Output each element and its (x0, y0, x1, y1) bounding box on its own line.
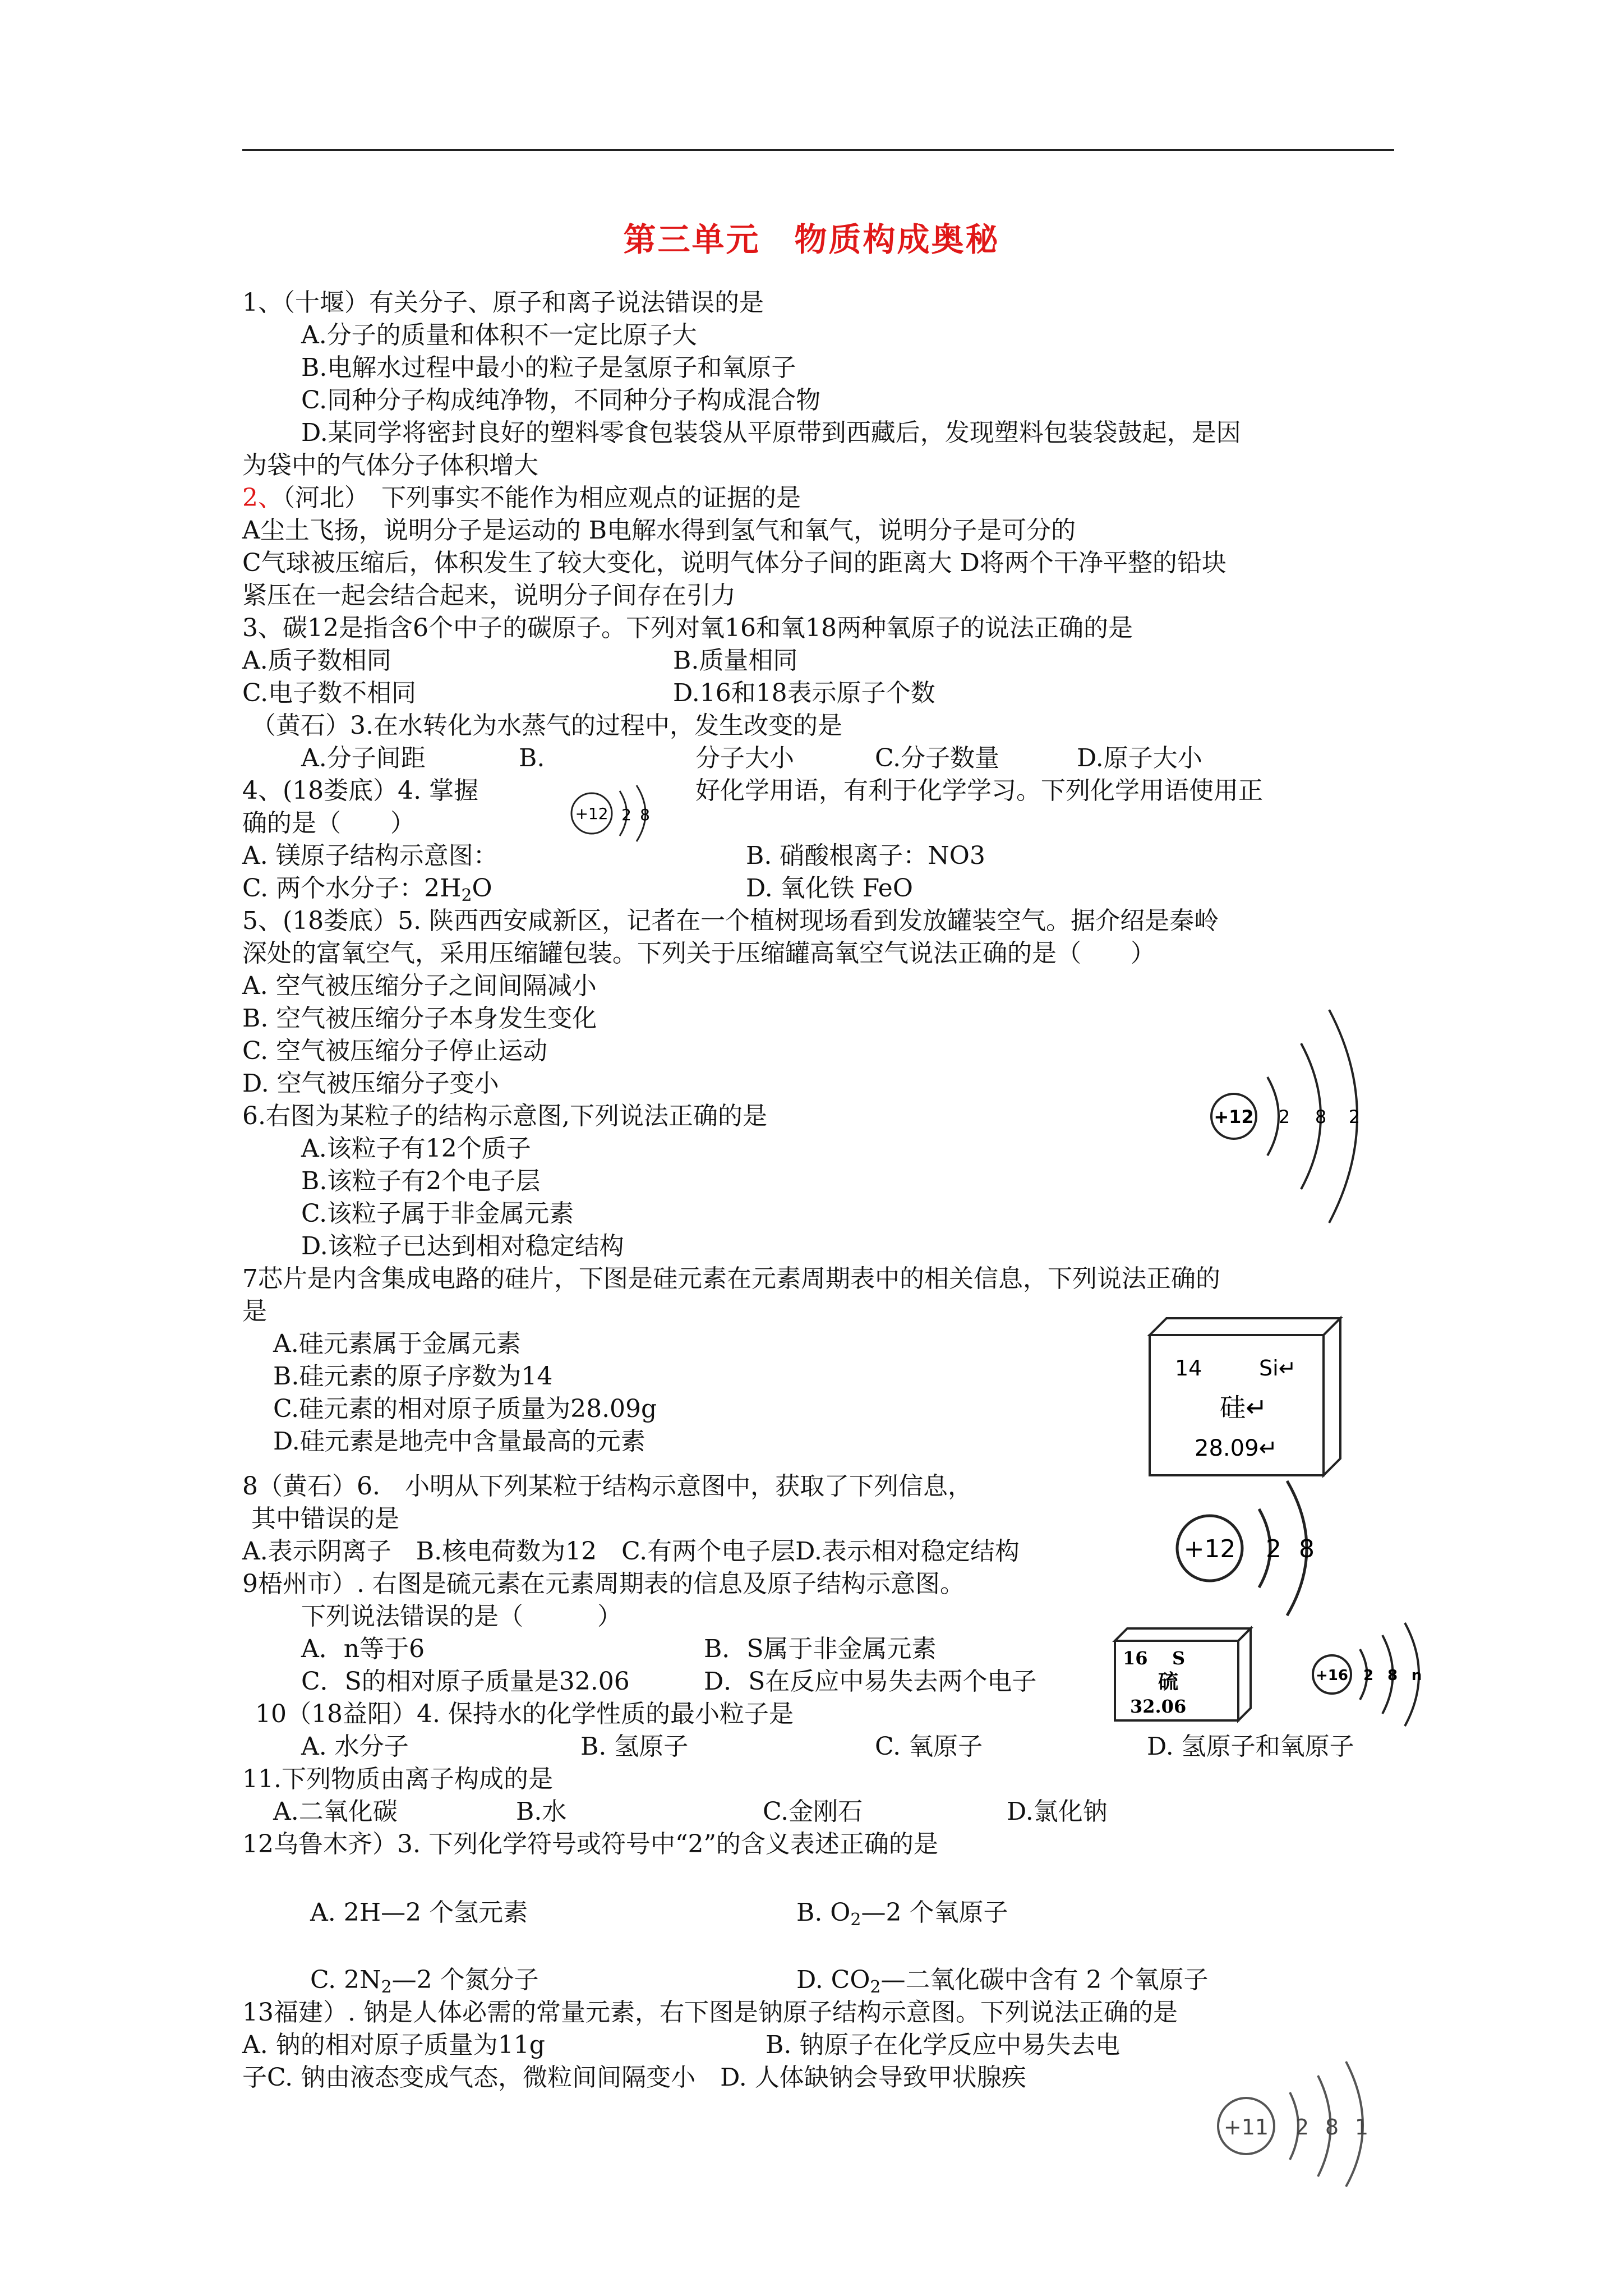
q4-stem-b: 好化学用语，有利于化学学习。下列化学用语使用正 (695, 776, 1263, 805)
q13-shell-count: 8 (1325, 2115, 1339, 2139)
q5-option-d: D. 空气被压缩分子变小 (242, 1069, 499, 1098)
q11-option-a: A.二氧化碳 (273, 1797, 398, 1826)
q6-stem: 6.右图为某粒子的结构示意图,下列说法正确的是 (242, 1102, 767, 1130)
q13-atom-diagram (1211, 2053, 1391, 2188)
q7-element-tile (1144, 1313, 1346, 1481)
q1-option-b: B.电解水过程中最小的粒子是氢原子和氧原子 (301, 353, 796, 382)
q3-option-a: A.质子数相同 (242, 646, 391, 675)
q4-c-pre: C. 两个水分子：2H (242, 874, 462, 903)
q6-nucleus-label: +12 (1214, 1106, 1254, 1128)
q7-line-1: 7芯片是内含集成电路的硅片，下图是硅元素在元素周期表中的相关信息，下列说法正确的 (242, 1264, 1220, 1293)
q6-option-c: C.该粒子属于非金属元素 (301, 1199, 574, 1228)
q12-d-sub: 2 (870, 1977, 881, 1997)
q12-b-pre: B. O (796, 1898, 851, 1927)
q7-tile-top (1150, 1318, 1340, 1335)
q9-tile-number: 16 (1123, 1648, 1148, 1669)
q12-stem: 12乌鲁木齐）3. 下列化学符号或符号中“2”的含义表述正确的是 (242, 1830, 938, 1858)
q9-tile-symbol: S (1172, 1648, 1186, 1669)
q12-c-pre: C. 2N (310, 1966, 381, 1994)
q5-option-c: C. 空气被压缩分子停止运动 (242, 1037, 548, 1065)
q4-nucleus-label: +12 (575, 804, 608, 823)
q1-stem: 1、（十堰）有关分子、原子和离子说法错误的是 (242, 288, 764, 317)
q12-d-pre: D. CO (796, 1966, 870, 1994)
q4-stem-2: 确的是（ ） (242, 809, 415, 838)
q7-tile-side (1324, 1318, 1340, 1475)
q13-line-3: 子C. 钠由液态变成气态，微粒间间隔变小 D. 人体缺钠会导致甲状腺疾 (242, 2063, 1026, 2092)
q13-option-a: A. 钠的相对原子质量为11g (242, 2031, 545, 2059)
q2-stem (242, 481, 801, 515)
q9-shell-count: 8 (1387, 1667, 1398, 1684)
q6-option-d: D.该粒子已达到相对稳定结构 (301, 1232, 624, 1260)
q9-option-c: C．S的相对原子质量是32.06 (301, 1667, 630, 1696)
q4-option-b: B. 硝酸根离子：NO3 (746, 841, 985, 870)
q11-stem: 11.下列物质由离子构成的是 (242, 1765, 553, 1793)
q13-shell-count: 1 (1354, 2115, 1369, 2139)
q12-option-a: A. 2H—2 个氢元素 (310, 1898, 528, 1927)
q6-shell-count: 8 (1315, 1106, 1327, 1128)
q7-option-a: A.硅元素属于金属元素 (273, 1329, 521, 1358)
q12-d-post: —二氧化碳中含有 2 个氧原子 (880, 1966, 1209, 1994)
q1-option-d: D.某同学将密封良好的塑料零食包装袋从平原带到西藏后，发现塑料包装袋鼓起，是因 (301, 418, 1241, 447)
q8-options: A.表示阴离子 B.核电荷数为12 C.有两个电子层D.表示相对稳定结构 (242, 1537, 1020, 1566)
q7-tile-mass: 28.09↵ (1195, 1435, 1278, 1461)
q7-option-b: B.硅元素的原子序数为14 (273, 1362, 553, 1391)
q5-line-2: 深处的富氧空气，采用压缩罐包装。下列关于压缩罐高氧空气说法正确的是（ ） (242, 939, 1155, 968)
q9-option-a: A．n等于6 (301, 1635, 425, 1663)
q6-shell-count: 2 (1278, 1106, 1290, 1128)
q9-shell-count: n (1411, 1667, 1422, 1684)
q8-line-1: 8（黄石）6. 小明从下列某粒于结构示意图中，获取了下列信息， (242, 1472, 972, 1501)
q9-tile-mass: 32.06 (1130, 1696, 1187, 1717)
q6-option-a: A.该粒子有12个质子 (301, 1134, 531, 1163)
q12-c-sub: 2 (381, 1977, 392, 1997)
q7-tile-number: 14 (1175, 1356, 1202, 1381)
q3-sub-option-d: D.原子大小 (1077, 744, 1202, 772)
q6-option-b: B.该粒子有2个电子层 (301, 1167, 541, 1195)
q2-line-3: 紧压在一起会结合起来，说明分子间存在引力 (242, 581, 736, 610)
q11-option-b: B.水 (516, 1797, 567, 1826)
q12-b-sub: 2 (850, 1910, 861, 1930)
q9-tile-side (1238, 1628, 1251, 1720)
q7-tile-symbol: Si↵ (1259, 1356, 1297, 1381)
q6-shell-count: 2 (1348, 1106, 1361, 1128)
q4-option-d: D. 氧化铁 FeO (746, 874, 913, 903)
q8-line-2: 其中错误的是 (251, 1504, 399, 1533)
q13-stem: 13福建）. 钠是人体必需的常量元素，右下图是钠原子结构示意图。下列说法正确的是 (242, 1998, 1178, 2027)
q13-option-b: B. 钠原子在化学反应中易失去电 (766, 2031, 1121, 2059)
q1-option-c: C.同种分子构成纯净物，不同种分子构成混合物 (301, 386, 821, 415)
q3-stem: 3、碳12是指含6个中子的碳原子。下列对氧16和氧18两种氧原子的说法正确的是 (242, 614, 1133, 642)
q11-option-c: C.金刚石 (763, 1797, 863, 1826)
q10-option-d: D. 氢原子和氧原子 (1147, 1732, 1354, 1761)
q11-option-d: D.氯化钠 (1007, 1797, 1108, 1826)
q6-shell-arc (1267, 1077, 1279, 1156)
q2-stem-text: （河北） 下列事实不能作为相应观点的证据的是 (283, 484, 801, 512)
q8-atom-diagram (1169, 1475, 1326, 1621)
q3-sub-stem: （黄石）3.在水转化为水蒸气的过程中，发生改变的是 (251, 711, 842, 740)
q4-stem-a: 4、(18娄底）4. 掌握 (242, 776, 479, 805)
page-title: 第三单元 物质构成奥秘 (623, 220, 1000, 259)
q12-b-post: —2 个氧原子 (861, 1898, 1008, 1927)
q3-option-b: B.质量相同 (673, 646, 798, 675)
q4-shell-count: 8 (640, 806, 650, 824)
q10-option-c: C. 氧原子 (875, 1732, 983, 1761)
q8-shell-count: 2 (1266, 1535, 1281, 1563)
q10-option-a: A. 水分子 (301, 1732, 409, 1761)
q3-sub-option-a: A.分子间距 (301, 744, 426, 772)
q2-line-2: C气球被压缩后，体积发生了较大变化，说明气体分子间的距离大 D将两个干净平整的铅块 (242, 549, 1227, 577)
q1-option-d-cont: 为袋中的气体分子体积增大 (242, 451, 538, 480)
q2-number: 2、 (242, 484, 283, 512)
q10-option-b: B. 氢原子 (580, 1732, 689, 1761)
q4-c-sub: 2 (461, 886, 472, 905)
q12-option-b (796, 1896, 1008, 1937)
q8-nucleus-label: +12 (1183, 1535, 1236, 1563)
q4-option-a: A. 镁原子结构示意图： (242, 841, 498, 870)
q3-sub-option-c: C.分子数量 (875, 744, 1000, 772)
q4-atom-diagram (564, 780, 665, 847)
q3-sub-option-b: B. (519, 744, 545, 772)
q9-tile-name: 硫 (1158, 1671, 1179, 1694)
q3-sub-option-b-text: 分子大小 (695, 744, 794, 772)
q13-shell-count: 2 (1295, 2115, 1310, 2139)
q7-tile-name: 硅↵ (1220, 1392, 1267, 1423)
q6-atom-diagram (1206, 1004, 1385, 1228)
q5-option-a: A. 空气被压缩分子之间间隔减小 (242, 972, 597, 1000)
q9-line-1: 9梧州市）. 右图是硫元素在元素周期表的信息及原子结构示意图。 (242, 1570, 965, 1598)
q4-shell-count: 2 (621, 806, 631, 824)
q3-option-d: D.16和18表示原子个数 (673, 679, 935, 707)
q9-nucleus-label: +16 (1316, 1667, 1348, 1684)
q7-option-c: C.硅元素的相对原子质量为28.09g (273, 1395, 657, 1423)
q9-shell-count: 2 (1363, 1667, 1374, 1684)
q3-option-c: C.电子数不相同 (242, 679, 417, 707)
q5-line-1: 5、(18娄底）5. 陕西西安咸新区，记者在一个植树现场看到发放罐装空气。据介绍是秦岭 (242, 907, 1219, 935)
q9-option-b: B．S属于非金属元素 (704, 1635, 937, 1663)
q12-c-post: —2 个氮分子 (391, 1966, 539, 1994)
q9-element-tile (1110, 1624, 1256, 1725)
q8-shell-count: 8 (1299, 1535, 1315, 1563)
q1-option-a: A.分子的质量和体积不一定比原子大 (301, 321, 697, 349)
q4-c-post: O (472, 874, 492, 903)
q7-option-d: D.硅元素是地壳中含量最高的元素 (273, 1427, 645, 1456)
q9-tile-top (1115, 1628, 1251, 1641)
q7-line-2: 是 (242, 1297, 267, 1326)
q13-nucleus-label: +11 (1223, 2115, 1269, 2139)
q5-option-b: B. 空气被压缩分子本身发生变化 (242, 1004, 597, 1033)
q2-line-1: A尘土飞扬，说明分子是运动的 B电解水得到氢气和氧气，说明分子是可分的 (242, 516, 1076, 545)
q9-option-d: D．S在反应中易失去两个电子 (704, 1667, 1037, 1696)
q10-stem: 10（18益阳）4. 保持水的化学性质的最小粒子是 (255, 1700, 794, 1728)
header-rule (242, 149, 1394, 151)
q9-atom-diagram (1307, 1618, 1436, 1731)
q9-line-2: 下列说法错误的是（ ） (301, 1602, 622, 1631)
